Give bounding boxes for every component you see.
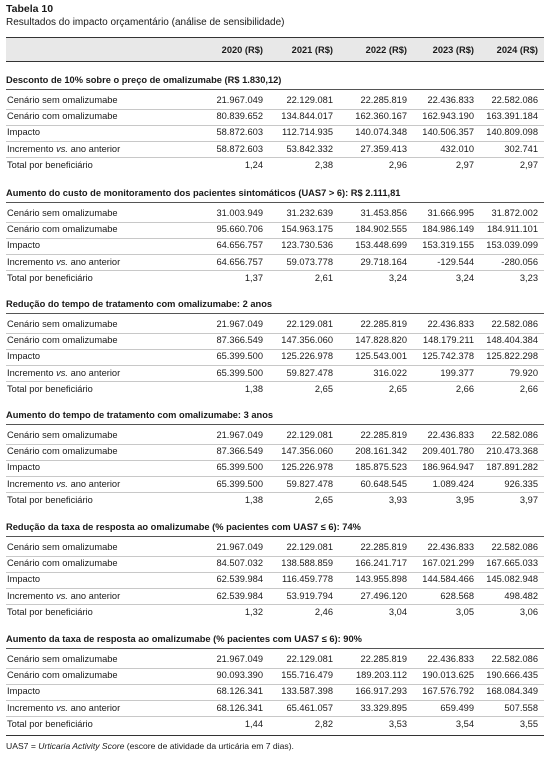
column-header: 2024 (R$) bbox=[496, 45, 538, 55]
row-label: Cenário com omalizumabe bbox=[7, 446, 118, 457]
table-cell: 21.967.049 bbox=[216, 430, 263, 440]
table-cell: 167.021.299 bbox=[422, 558, 474, 569]
table-cell: 22.129.081 bbox=[286, 542, 333, 552]
table-cell: 31.872.002 bbox=[491, 208, 538, 218]
table-cell: 147.356.060 bbox=[281, 335, 333, 346]
row-divider bbox=[6, 444, 544, 445]
row-label: Total por beneficiário bbox=[7, 383, 93, 394]
table-cell: 125.742.378 bbox=[422, 351, 474, 362]
row-label: Cenário com omalizumabe bbox=[7, 670, 118, 681]
table-cell: 210.473.368 bbox=[486, 446, 538, 457]
section-rule bbox=[6, 536, 544, 537]
table-cell: 2,65 bbox=[314, 494, 333, 505]
row-divider bbox=[6, 476, 544, 477]
table-cell: 140.809.098 bbox=[486, 127, 538, 138]
table-cell: 507.558 bbox=[504, 702, 538, 713]
table-cell: 1,44 bbox=[244, 718, 263, 729]
table-cell: 64.656.757 bbox=[216, 256, 263, 267]
table-cell: 2,66 bbox=[519, 383, 538, 394]
table-cell: 166.241.717 bbox=[355, 558, 407, 569]
row-label: Cenário sem omalizumabe bbox=[7, 542, 118, 552]
table-cell: 167.665.033 bbox=[486, 558, 538, 569]
table-cell: 65.399.500 bbox=[216, 367, 263, 378]
table-cell: 432.010 bbox=[440, 143, 474, 154]
table-cell: 87.366.549 bbox=[216, 446, 263, 457]
table-cell: 27.496.120 bbox=[360, 590, 407, 601]
section-title: Aumento do tempo de tratamento com omalizumabe: 3 anos bbox=[6, 410, 274, 420]
column-header: 2023 (R$) bbox=[432, 45, 474, 55]
row-label: Impacto bbox=[7, 686, 41, 697]
row-label bbox=[7, 591, 120, 602]
table-cell: 22.582.086 bbox=[491, 319, 538, 329]
row-label-italic: vs. bbox=[56, 702, 68, 713]
table-cell: -280.056 bbox=[501, 256, 538, 267]
row-divider bbox=[6, 572, 544, 573]
table-cell: 3,24 bbox=[388, 272, 407, 283]
row-divider bbox=[6, 365, 544, 366]
row-divider bbox=[6, 222, 544, 223]
row-divider bbox=[6, 684, 544, 685]
table-cell: 22.285.819 bbox=[360, 319, 407, 329]
row-divider bbox=[6, 460, 544, 461]
table-cell: 22.436.833 bbox=[427, 95, 474, 105]
column-header: 2021 (R$) bbox=[291, 45, 333, 55]
table-cell: 123.730.536 bbox=[281, 240, 333, 251]
row-label-part: Incremento bbox=[7, 478, 57, 489]
table-cell: 187.891.282 bbox=[486, 462, 538, 473]
section-rule bbox=[6, 313, 544, 314]
row-divider bbox=[6, 270, 544, 271]
table-cell: 162.360.167 bbox=[355, 111, 407, 122]
table-cell: 163.391.184 bbox=[486, 111, 538, 122]
row-label: Impacto bbox=[7, 462, 41, 473]
table-cell: 58.872.603 bbox=[216, 127, 263, 138]
row-divider bbox=[6, 700, 544, 701]
table-cell: 22.436.833 bbox=[427, 430, 474, 440]
table-cell: 59.827.478 bbox=[286, 478, 333, 489]
table-cell: 185.875.523 bbox=[355, 462, 407, 473]
table-cell: 29.718.164 bbox=[360, 256, 407, 267]
section-title: Aumento da taxa de resposta ao omalizumabe (% pacientes com UAS7 ≤ 6): 90% bbox=[6, 634, 362, 644]
table-cell: 3,55 bbox=[519, 718, 538, 729]
table-cell: 21.967.049 bbox=[216, 319, 263, 329]
table-cell: 316.022 bbox=[373, 367, 407, 378]
row-label: Total por beneficiário bbox=[7, 718, 93, 729]
table-cell: 65.399.500 bbox=[216, 462, 263, 473]
table-cell: 498.482 bbox=[504, 590, 538, 601]
table-subtitle: Resultados do impacto orçamentário (análise de sensibilidade) bbox=[6, 17, 285, 28]
table-cell: 60.648.545 bbox=[360, 478, 407, 489]
table-cell: 58.872.603 bbox=[216, 143, 263, 154]
table-cell: 21.967.049 bbox=[216, 654, 263, 664]
row-label-part: ano anterior bbox=[67, 143, 121, 154]
row-label: Cenário com omalizumabe bbox=[7, 335, 118, 346]
table-cell: 3,23 bbox=[519, 272, 538, 283]
table-cell: 140.506.357 bbox=[422, 127, 474, 138]
table-header bbox=[6, 37, 544, 62]
table-cell: 3,93 bbox=[388, 494, 407, 505]
table-cell: 148.404.384 bbox=[486, 335, 538, 346]
table-cell: 22.129.081 bbox=[286, 95, 333, 105]
table-cell: 68.126.341 bbox=[216, 702, 263, 713]
table-cell: 116.459.778 bbox=[281, 574, 333, 585]
row-label: Total por beneficiário bbox=[7, 272, 93, 283]
table-cell: 3,97 bbox=[519, 494, 538, 505]
table-cell: 31.003.949 bbox=[216, 208, 263, 218]
table-cell: 3,06 bbox=[519, 606, 538, 617]
table-cell: 125.226.978 bbox=[281, 462, 333, 473]
table-cell: 2,38 bbox=[314, 159, 333, 170]
column-header: 2022 (R$) bbox=[365, 45, 407, 55]
section-rule bbox=[6, 424, 544, 425]
table-cell: 147.828.820 bbox=[355, 335, 407, 346]
table-cell: 27.359.413 bbox=[360, 143, 407, 154]
row-label: Total por beneficiário bbox=[7, 606, 93, 617]
section-rule bbox=[6, 202, 544, 203]
row-label-part: ano anterior bbox=[67, 478, 121, 489]
table-cell: 22.582.086 bbox=[491, 542, 538, 552]
row-label-italic: vs. bbox=[56, 478, 68, 489]
table-cell: 1,37 bbox=[244, 272, 263, 283]
row-label: Cenário sem omalizumabe bbox=[7, 430, 118, 440]
table-cell: 22.285.819 bbox=[360, 654, 407, 664]
table-cell: 31.666.995 bbox=[427, 208, 474, 218]
table-cell: 147.356.060 bbox=[281, 446, 333, 457]
table-cell: 68.126.341 bbox=[216, 686, 263, 697]
table-cell: 62.539.984 bbox=[216, 590, 263, 601]
table-cell: 153.319.155 bbox=[422, 240, 474, 251]
table-cell: 184.911.101 bbox=[486, 224, 538, 235]
table-cell: 166.917.293 bbox=[355, 686, 407, 697]
table-cell: 133.587.398 bbox=[281, 686, 333, 697]
table-cell: 189.203.112 bbox=[355, 670, 407, 681]
table-cell: 22.129.081 bbox=[286, 430, 333, 440]
table-cell: 31.453.856 bbox=[360, 208, 407, 218]
table-cell: 90.093.390 bbox=[216, 670, 263, 681]
row-label-part: Incremento bbox=[7, 367, 57, 378]
table-cell: 2,46 bbox=[314, 606, 333, 617]
table-cell: 184.902.555 bbox=[355, 224, 407, 235]
row-divider bbox=[6, 604, 544, 605]
table-cell: 302.741 bbox=[504, 143, 538, 154]
table-cell: 3,05 bbox=[455, 606, 474, 617]
table-cell: 65.461.057 bbox=[286, 702, 333, 713]
row-label-part: ano anterior bbox=[67, 702, 121, 713]
table-cell: 145.082.948 bbox=[486, 574, 538, 585]
table-title: Tabela 10 bbox=[6, 3, 54, 15]
row-label: Cenário com omalizumabe bbox=[7, 558, 118, 569]
table-cell: 21.967.049 bbox=[216, 542, 263, 552]
row-divider bbox=[6, 125, 544, 126]
table-cell: 154.963.175 bbox=[281, 224, 333, 235]
table-cell: 62.539.984 bbox=[216, 574, 263, 585]
table-cell: 2,61 bbox=[314, 272, 333, 283]
table-cell: 112.714.935 bbox=[281, 127, 333, 138]
section-title: Desconto de 10% sobre o preço de omalizumabe (R$ 1.830,12) bbox=[6, 75, 282, 85]
table-cell: 1,24 bbox=[244, 159, 263, 170]
table-cell: 22.582.086 bbox=[491, 95, 538, 105]
row-label: Cenário com omalizumabe bbox=[7, 224, 118, 235]
table-cell: 64.656.757 bbox=[216, 240, 263, 251]
table-cell: 22.129.081 bbox=[286, 654, 333, 664]
table-cell: 65.399.500 bbox=[216, 478, 263, 489]
row-divider bbox=[6, 109, 544, 110]
table-cell: 199.377 bbox=[440, 367, 474, 378]
table-cell: 95.660.706 bbox=[216, 224, 263, 235]
table-cell: 79.920 bbox=[509, 367, 538, 378]
table-cell: 3,95 bbox=[455, 494, 474, 505]
table-cell: 59.827.478 bbox=[286, 367, 333, 378]
table-cell: 22.285.819 bbox=[360, 430, 407, 440]
table-cell: 148.179.211 bbox=[422, 335, 474, 346]
row-divider bbox=[6, 333, 544, 334]
row-label-part: Incremento bbox=[7, 143, 57, 154]
row-divider bbox=[6, 254, 544, 255]
row-divider bbox=[6, 238, 544, 239]
table-cell: 3,54 bbox=[455, 718, 474, 729]
row-label-part: ano anterior bbox=[67, 256, 121, 267]
row-divider bbox=[6, 141, 544, 142]
row-label-italic: vs. bbox=[56, 590, 68, 601]
table-cell: 143.955.898 bbox=[355, 574, 407, 585]
footnote-term: Urticaria Activity Score bbox=[38, 741, 125, 751]
table-cell: 186.964.947 bbox=[422, 462, 474, 473]
footnote-prefix: UAS7 = bbox=[6, 741, 39, 751]
table-cell: 926.335 bbox=[504, 478, 538, 489]
row-label bbox=[7, 257, 120, 268]
table-cell: 628.568 bbox=[440, 590, 474, 601]
table-cell: 22.436.833 bbox=[427, 542, 474, 552]
row-label: Cenário sem omalizumabe bbox=[7, 208, 118, 218]
table-cell: 659.499 bbox=[440, 702, 474, 713]
table-cell: 1,38 bbox=[244, 494, 263, 505]
row-label-part: Incremento bbox=[7, 256, 57, 267]
table-cell: 33.329.895 bbox=[360, 702, 407, 713]
row-label bbox=[7, 368, 120, 379]
row-label: Total por beneficiário bbox=[7, 494, 93, 505]
table-cell: 22.582.086 bbox=[491, 430, 538, 440]
table-cell: 162.943.190 bbox=[422, 111, 474, 122]
row-label: Impacto bbox=[7, 240, 41, 251]
table-cell: 87.366.549 bbox=[216, 335, 263, 346]
table-cell: 209.401.780 bbox=[422, 446, 474, 457]
table-cell: 167.576.792 bbox=[422, 686, 474, 697]
table-cell: 138.588.859 bbox=[281, 558, 333, 569]
table-cell: 53.919.794 bbox=[286, 590, 333, 601]
table-cell: 2,97 bbox=[455, 159, 474, 170]
row-divider bbox=[6, 588, 544, 589]
table-cell: 1.089.424 bbox=[432, 478, 474, 489]
table-cell: 153.448.699 bbox=[355, 240, 407, 251]
table-cell: 1,32 bbox=[244, 606, 263, 617]
table-cell: 65.399.500 bbox=[216, 351, 263, 362]
row-label-part: ano anterior bbox=[67, 367, 121, 378]
table-cell: 190.013.625 bbox=[422, 670, 474, 681]
row-label-italic: vs. bbox=[56, 143, 68, 154]
table-cell: 125.226.978 bbox=[281, 351, 333, 362]
table-cell: 59.073.778 bbox=[286, 256, 333, 267]
table-cell: 80.839.652 bbox=[216, 111, 263, 122]
table-cell: 2,82 bbox=[314, 718, 333, 729]
table-cell: 125.822.298 bbox=[486, 351, 538, 362]
row-label-part: ano anterior bbox=[67, 590, 121, 601]
section-title: Redução do tempo de tratamento com omalizumabe: 2 anos bbox=[6, 299, 273, 309]
table-cell: 140.074.348 bbox=[355, 127, 407, 138]
row-divider bbox=[6, 668, 544, 669]
table-cell: 190.666.435 bbox=[486, 670, 538, 681]
table-cell: 1,38 bbox=[244, 383, 263, 394]
section-rule bbox=[6, 648, 544, 649]
table-cell: 184.986.149 bbox=[422, 224, 474, 235]
table-cell: 22.285.819 bbox=[360, 95, 407, 105]
row-label: Cenário sem omalizumabe bbox=[7, 319, 118, 329]
table-cell: 22.129.081 bbox=[286, 319, 333, 329]
table-cell: 2,97 bbox=[519, 159, 538, 170]
table-cell: 208.161.342 bbox=[355, 446, 407, 457]
table-cell: 31.232.639 bbox=[286, 208, 333, 218]
table-cell: 2,96 bbox=[388, 159, 407, 170]
row-label: Impacto bbox=[7, 127, 41, 138]
section-title: Aumento do custo de monitoramento dos pacientes sintomáticos (UAS7 > 6): R$ 2.111,81 bbox=[6, 188, 401, 198]
row-divider bbox=[6, 381, 544, 382]
row-label-italic: vs. bbox=[56, 367, 68, 378]
table-cell: 2,66 bbox=[455, 383, 474, 394]
footnote-suffix: (escore de atividade da urticária em 7 dias). bbox=[124, 741, 294, 751]
table-cell: 2,65 bbox=[314, 383, 333, 394]
row-label-part: Incremento bbox=[7, 702, 57, 713]
table-cell: 22.436.833 bbox=[427, 654, 474, 664]
row-divider bbox=[6, 157, 544, 158]
table-cell: 3,24 bbox=[455, 272, 474, 283]
table-cell: 3,53 bbox=[388, 718, 407, 729]
row-label: Cenário sem omalizumabe bbox=[7, 654, 118, 664]
table-cell: 168.084.349 bbox=[486, 686, 538, 697]
table-footnote bbox=[6, 741, 294, 752]
row-label: Impacto bbox=[7, 351, 41, 362]
column-header: 2020 (R$) bbox=[221, 45, 263, 55]
section-title: Redução da taxa de resposta ao omalizumabe (% pacientes com UAS7 ≤ 6): 74% bbox=[6, 522, 361, 532]
row-label-italic: vs. bbox=[56, 256, 68, 267]
table-cell: 134.844.017 bbox=[281, 111, 333, 122]
table-cell: 21.967.049 bbox=[216, 95, 263, 105]
row-divider bbox=[6, 349, 544, 350]
table-bottom-rule bbox=[6, 735, 544, 736]
table-cell: 53.842.332 bbox=[286, 143, 333, 154]
table-cell: 22.285.819 bbox=[360, 542, 407, 552]
table-cell: 22.582.086 bbox=[491, 654, 538, 664]
row-divider bbox=[6, 716, 544, 717]
row-divider bbox=[6, 492, 544, 493]
row-label: Impacto bbox=[7, 574, 41, 585]
table-cell: -129.544 bbox=[437, 256, 474, 267]
row-label: Cenário com omalizumabe bbox=[7, 111, 118, 122]
row-label-part: Incremento bbox=[7, 590, 57, 601]
row-label: Cenário sem omalizumabe bbox=[7, 95, 118, 105]
table-cell: 125.543.001 bbox=[355, 351, 407, 362]
row-divider bbox=[6, 556, 544, 557]
section-rule bbox=[6, 89, 544, 90]
table-cell: 155.716.479 bbox=[281, 670, 333, 681]
row-label bbox=[7, 144, 120, 155]
table-cell: 84.507.032 bbox=[216, 558, 263, 569]
row-label: Total por beneficiário bbox=[7, 159, 93, 170]
table-cell: 144.584.466 bbox=[422, 574, 474, 585]
table-cell: 22.436.833 bbox=[427, 319, 474, 329]
table-cell: 2,65 bbox=[388, 383, 407, 394]
table-cell: 153.039.099 bbox=[486, 240, 538, 251]
row-label bbox=[7, 479, 120, 490]
table-cell: 3,04 bbox=[388, 606, 407, 617]
row-label bbox=[7, 703, 120, 714]
